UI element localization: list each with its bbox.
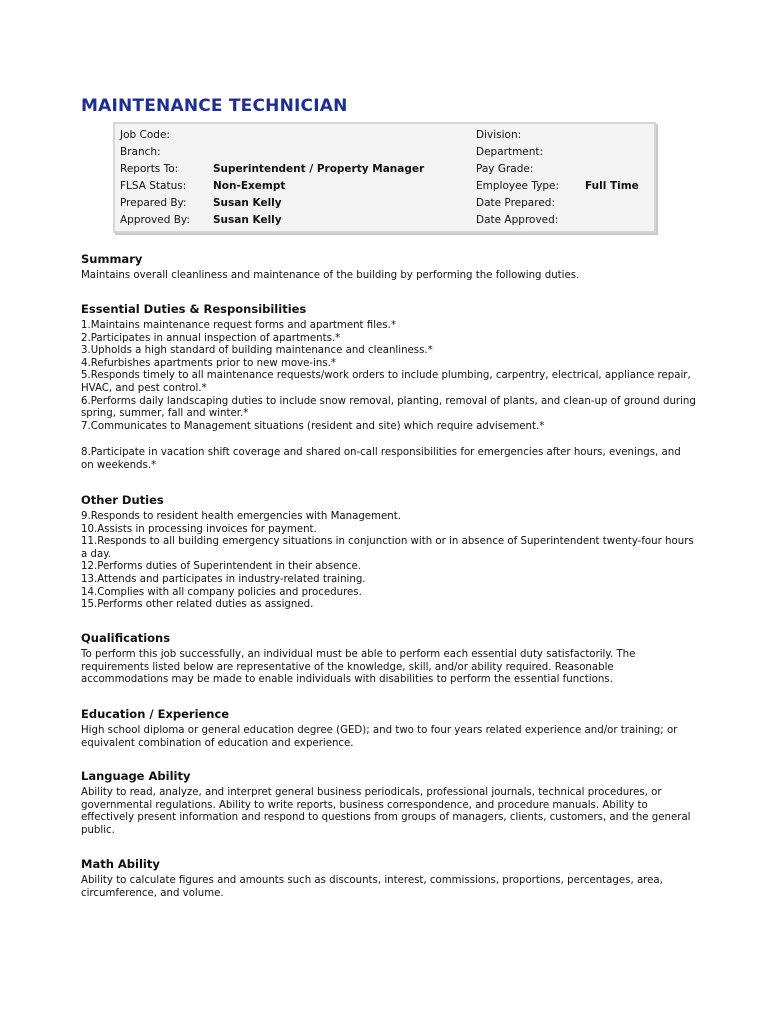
info-label: Branch: <box>120 146 161 158</box>
info-value: Susan Kelly <box>213 214 282 226</box>
info-label: Date Approved: <box>476 214 559 226</box>
list-item: 12.Performs duties of Superintendent in their absence. <box>81 561 361 573</box>
info-row <box>115 195 654 212</box>
list-item: 1.Maintains maintenance request forms and apartment files.* <box>81 320 396 331</box>
info-row <box>115 144 654 161</box>
list-item: 5.Responds timely to all maintenance requests/work orders to include plumbing, carpentry, electrical, appliance repair, HVAC, and pest control.* <box>81 370 691 394</box>
section-heading: Other Duties <box>81 493 164 507</box>
info-value: Susan Kelly <box>213 197 282 209</box>
section-heading: Summary <box>81 252 143 266</box>
list-item: 7.Communicates to Management situations (resident and site) which require advisement.* <box>81 420 545 432</box>
list-item: 9.Responds to resident health emergencies with Management. <box>81 511 401 522</box>
list-item: 13.Attends and participates in industry-related training. <box>81 573 366 585</box>
section-heading: Qualifications <box>81 631 171 645</box>
info-label: Department: <box>476 146 544 158</box>
language-text: Ability to read, analyze, and interpret general business periodicals, professional journals, technical procedures, or governmental regulations. Ability to write reports, business correspondence, and procedure manuals. Ability to effectively present information and respond to questions from groups of managers, clients, customers, and the general public. <box>81 787 691 836</box>
education-section <box>81 707 696 750</box>
section-heading: Education / Experience <box>81 707 230 721</box>
info-label: FLSA Status: <box>120 180 187 192</box>
list-item: 11.Responds to all building emergency situations in conjunction with or in absence of Superintendent twenty-four hours a day. <box>81 536 694 560</box>
list-item: 4.Refurbishes apartments prior to new move-ins.* <box>81 357 337 369</box>
list-item: 3.Upholds a high standard of building maintenance and cleanliness.* <box>81 345 433 357</box>
summary-section <box>81 252 696 283</box>
info-label: Prepared By: <box>120 197 187 209</box>
section-heading: Essential Duties & Responsibilities <box>81 302 307 316</box>
info-row <box>115 212 654 229</box>
qualifications-text: To perform this job successfully, an individual must be able to perform each essential duty satisfactorily. The requirements listed below are representative of the knowledge, skill, and/or ability required. Reasonable accommodations may be made to enable individuals with disabilities to perform the essential functions. <box>81 649 636 686</box>
list-item: 15.Performs other related duties as assigned. <box>81 599 314 611</box>
info-value: Full Time <box>585 180 639 192</box>
info-value: Non-Exempt <box>213 180 286 192</box>
list-item: 10.Assists in processing invoices for payment. <box>81 523 317 535</box>
list-item: 6.Performs daily landscaping duties to include snow removal, planting, removal of plants, and clean-up of ground during spring, summer, fall and winter.* <box>81 395 696 420</box>
section-heading: Math Ability <box>81 857 160 871</box>
language-section <box>81 769 696 837</box>
essential-duties-section <box>81 302 696 473</box>
list-item: 2.Participates in annual inspection of apartments.* <box>81 332 341 344</box>
info-label: Reports To: <box>120 163 179 175</box>
info-label: Approved By: <box>120 214 190 226</box>
info-label: Date Prepared: <box>476 197 555 209</box>
page-title: MAINTENANCE TECHNICIAN <box>81 96 348 116</box>
info-row <box>115 127 654 144</box>
summary-text: Maintains overall cleanliness and maintenance of the building by performing the following duties. <box>81 270 580 281</box>
info-label: Employee Type: <box>476 180 559 192</box>
info-label: Division: <box>476 129 522 141</box>
math-section <box>81 857 696 900</box>
list-item: 14.Complies with all company policies and procedures. <box>81 586 362 598</box>
list-item: 8.Participate in vacation shift coverage and shared on-call responsibilities for emergencies after hours, evenings, and on weekends.* <box>81 447 681 471</box>
info-label: Job Code: <box>120 129 170 141</box>
other-duties-section <box>81 493 696 612</box>
job-info-box <box>113 122 656 233</box>
info-row <box>115 161 654 178</box>
qualifications-section <box>81 631 696 687</box>
section-heading: Language Ability <box>81 769 191 783</box>
education-text: High school diploma or general education degree (GED); and two to four years related experience and/or training; or equivalent combination of education and experience. <box>81 725 678 749</box>
info-value: Superintendent / Property Manager <box>213 163 425 175</box>
math-text: Ability to calculate figures and amounts such as discounts, interest, commissions, proportions, percentages, area, circumference, and volume. <box>81 875 663 899</box>
info-label: Pay Grade: <box>476 163 534 175</box>
info-row <box>115 178 654 195</box>
